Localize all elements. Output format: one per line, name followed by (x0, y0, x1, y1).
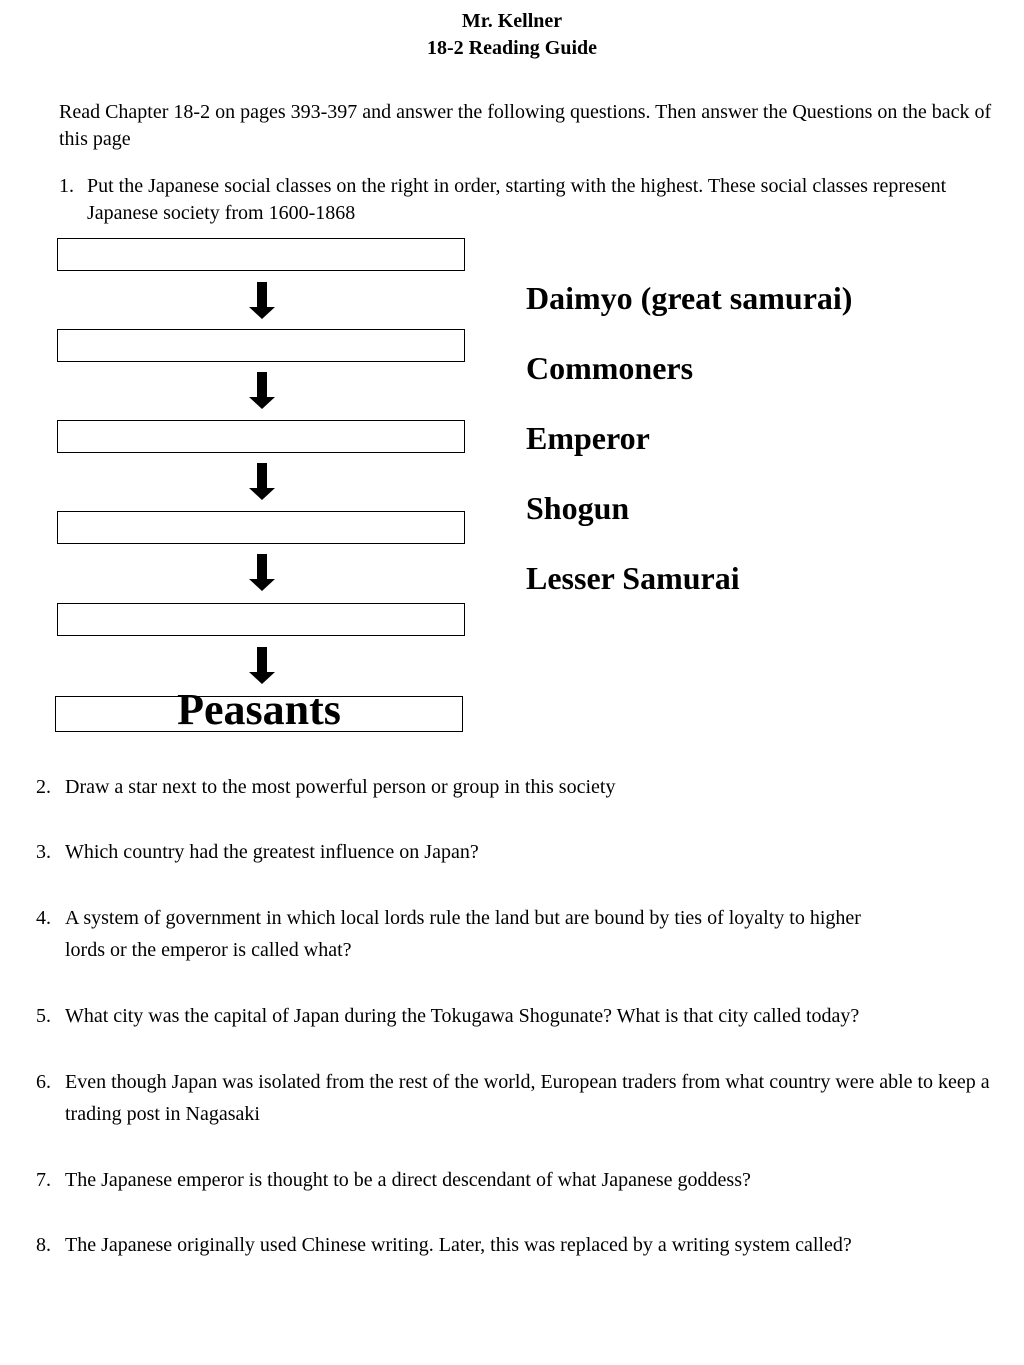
question-text: A system of government in which local lords rule the land but are bound by ties of loyalty to higher lords or the emperor is called what? (65, 907, 861, 961)
answer-box-2[interactable] (57, 329, 465, 362)
down-arrow-icon (248, 463, 276, 501)
teacher-name: Mr. Kellner (461, 10, 563, 32)
question-number: 8. (36, 1234, 51, 1256)
down-arrow-icon (248, 372, 276, 410)
question-number: 7. (36, 1169, 51, 1191)
question-text: Draw a star next to the most powerful person or group in this society (65, 776, 616, 798)
page-header (0, 8, 1024, 62)
answer-box-5[interactable] (57, 603, 465, 636)
question-number: 2. (36, 776, 51, 798)
answer-box-4[interactable] (57, 511, 465, 544)
answer-box-1[interactable] (57, 238, 465, 271)
social-class-item: Commoners (526, 350, 694, 386)
question-number: 4. (36, 907, 51, 929)
down-arrow-icon (248, 554, 276, 592)
question-number: 6. (36, 1071, 51, 1093)
instructions: Read Chapter 18-2 on pages 393-397 and answer the following questions. Then answer the Questions on the back of this page (59, 101, 992, 150)
page-title: 18-2 Reading Guide (426, 37, 598, 59)
peasants-label: Peasants (177, 685, 341, 734)
question-text: Put the Japanese social classes on the right in order, starting with the highest. These social classes represent Japanese society from 1600-1868 (87, 175, 947, 224)
question-number: 5. (36, 1005, 51, 1027)
question-text: The Japanese emperor is thought to be a direct descendant of what Japanese goddess? (65, 1169, 751, 1191)
question-text: What city was the capital of Japan during the Tokugawa Shogunate? What is that city called today? (65, 1005, 860, 1027)
social-class-item: Daimyo (great samurai) (526, 280, 853, 316)
question-number: 1. (59, 175, 74, 197)
answer-box-3[interactable] (57, 420, 465, 453)
down-arrow-icon (248, 647, 276, 685)
question-number: 3. (36, 841, 51, 863)
question-text: Which country had the greatest influence on Japan? (65, 841, 479, 863)
social-class-item: Shogun (526, 490, 630, 526)
question-text: Even though Japan was isolated from the rest of the world, European traders from what country were able to keep a trading post in Nagasaki (65, 1071, 990, 1125)
question-text: The Japanese originally used Chinese writing. Later, this was replaced by a writing system called? (65, 1234, 852, 1256)
down-arrow-icon (248, 282, 276, 320)
peasants-box (55, 685, 463, 734)
social-class-item: Lesser Samurai (526, 560, 740, 596)
social-classes-list (526, 278, 852, 628)
social-class-item: Emperor (526, 420, 650, 456)
